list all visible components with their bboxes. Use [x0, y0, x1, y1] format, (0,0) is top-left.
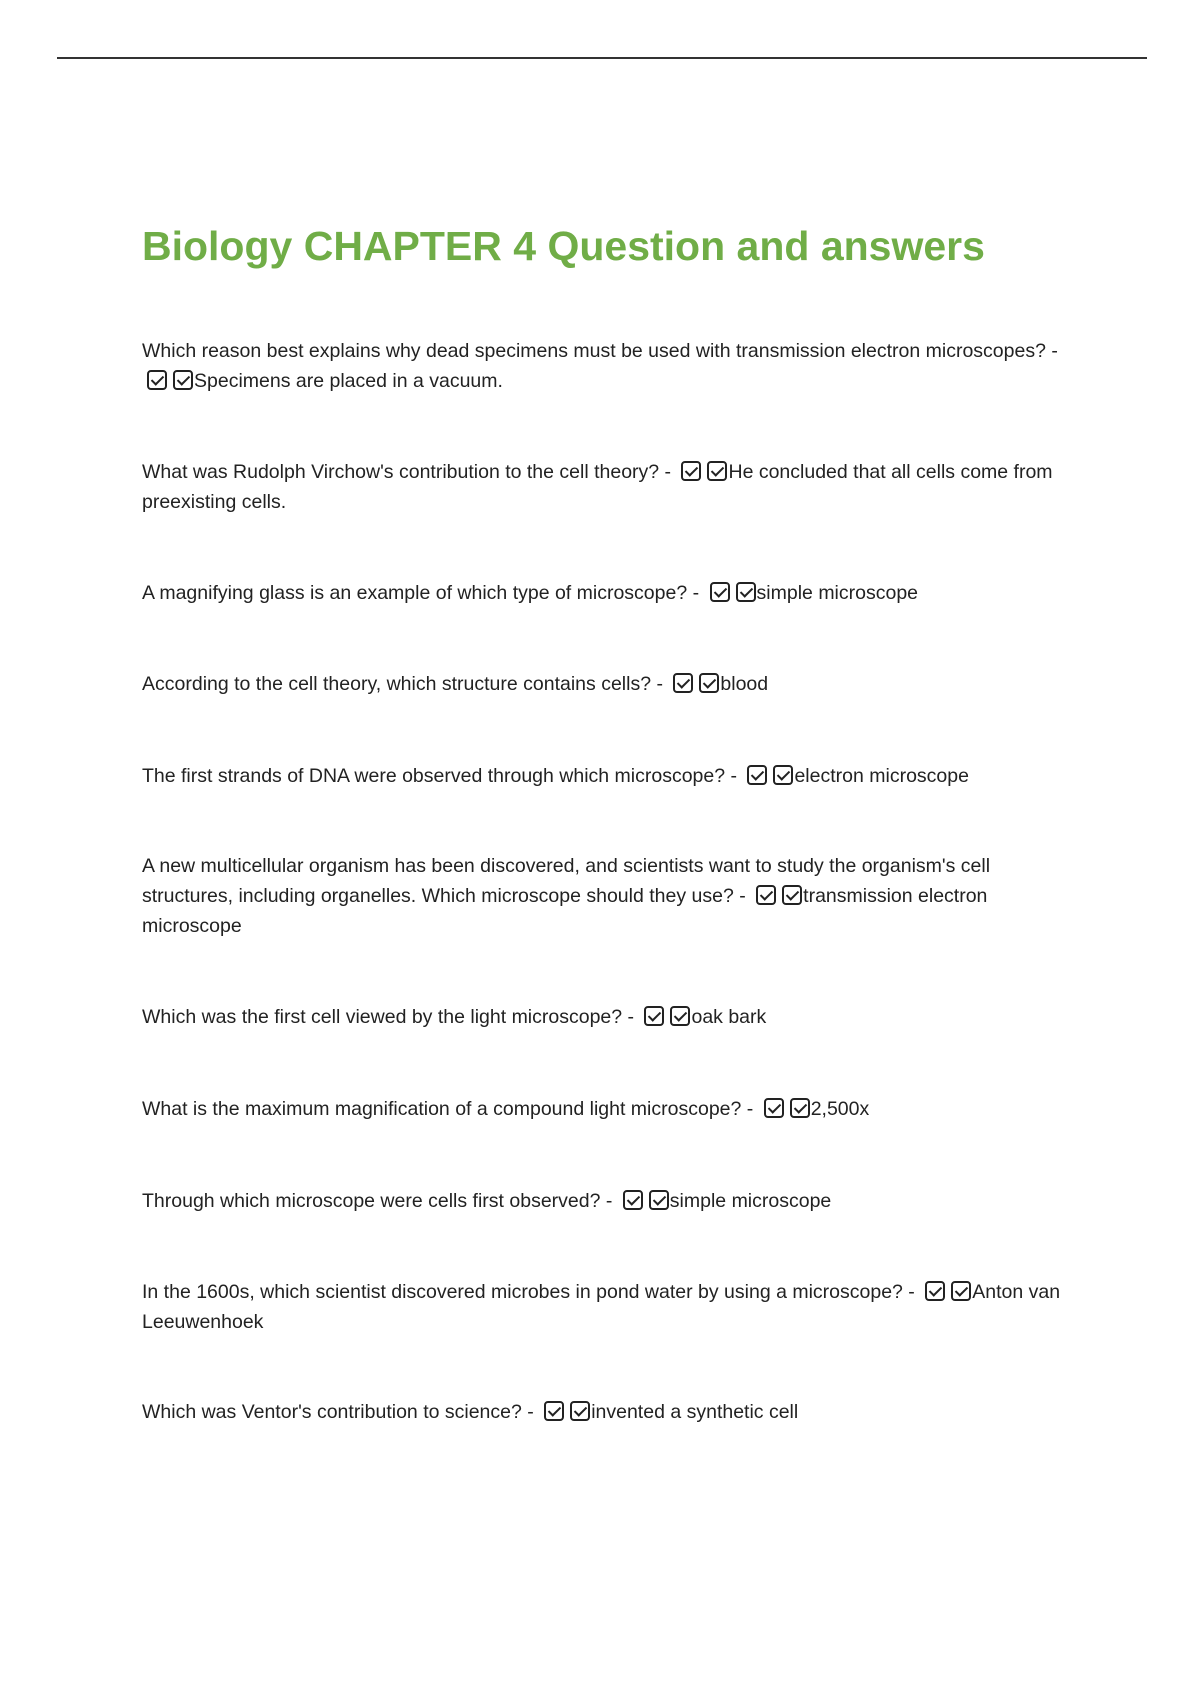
- qa-item: [142, 669, 1072, 699]
- question-text: Which was the first cell viewed by the light microscope?: [142, 1006, 623, 1028]
- separator: -: [622, 1006, 640, 1028]
- qa-item: [142, 1397, 1072, 1427]
- checkbox-checked-icon: [544, 1401, 564, 1421]
- separator: -: [1045, 340, 1058, 362]
- checkbox-checked-icon: [790, 1098, 810, 1118]
- qa-item: [142, 1094, 1072, 1124]
- question-text: A magnifying glass is an example of which type of microscope?: [142, 582, 688, 604]
- qa-item: [142, 1002, 1072, 1032]
- question-text: According to the cell theory, which structure contains cells?: [142, 673, 652, 695]
- answer-text: Specimens are placed in a vacuum.: [194, 370, 503, 392]
- qa-item: [142, 851, 1072, 941]
- checkbox-checked-icon: [570, 1401, 590, 1421]
- checkbox-checked-icon: [764, 1098, 784, 1118]
- qa-item: [142, 1277, 1072, 1337]
- checkbox-checked-icon: [756, 885, 776, 905]
- checkbox-checked-icon: [173, 370, 193, 390]
- checkbox-checked-icon: [699, 673, 719, 693]
- checkbox-checked-icon: [644, 1006, 664, 1026]
- checkbox-checked-icon: [951, 1281, 971, 1301]
- checkbox-checked-icon: [707, 461, 727, 481]
- separator: -: [659, 461, 677, 483]
- answer-text: 2,500x: [810, 1098, 870, 1120]
- answer-text: blood: [720, 673, 769, 695]
- separator: -: [902, 1281, 921, 1303]
- answer-text: oak bark: [691, 1006, 767, 1028]
- checkbox-checked-icon: [623, 1190, 643, 1210]
- checkbox-checked-icon: [773, 765, 793, 785]
- answer-text: electron microscope: [794, 765, 969, 787]
- checkbox-checked-icon: [147, 370, 167, 390]
- checkbox-checked-icon: [925, 1281, 945, 1301]
- qa-item: [142, 578, 1072, 608]
- separator: -: [687, 582, 705, 604]
- question-text: Which reason best explains why dead specimens must be used with transmission electron microscopes?: [142, 340, 1046, 362]
- qa-item: [142, 457, 1072, 517]
- checkbox-checked-icon: [736, 582, 756, 602]
- question-text: Which was Ventor's contribution to science?: [142, 1401, 522, 1423]
- checkbox-checked-icon: [649, 1190, 669, 1210]
- separator: -: [741, 1098, 759, 1120]
- separator: -: [725, 765, 743, 787]
- answer-text: Anton van Leeuwenhoek: [142, 1281, 1061, 1333]
- question-text: A new multicellular organism has been discovered, and scientists want to study the organism's cell structures, including organelles. Which microscope should they use?: [142, 855, 991, 907]
- qa-item: [142, 761, 1072, 791]
- question-text: The first strands of DNA were observed through which microscope?: [142, 765, 726, 787]
- answer-text: simple microscope: [669, 1190, 832, 1212]
- separator: -: [733, 885, 752, 907]
- question-text: What was Rudolph Virchow's contribution to the cell theory?: [142, 461, 660, 483]
- question-text: Through which microscope were cells first observed?: [142, 1190, 601, 1212]
- qa-item: [142, 1186, 1072, 1216]
- checkbox-checked-icon: [747, 765, 767, 785]
- answer-text: transmission electron microscope: [142, 885, 988, 937]
- header-rule: [57, 57, 1147, 59]
- checkbox-checked-icon: [782, 885, 802, 905]
- question-text: What is the maximum magnification of a compound light microscope?: [142, 1098, 742, 1120]
- answer-text: simple microscope: [756, 582, 919, 604]
- checkbox-checked-icon: [681, 461, 701, 481]
- answer-text: invented a synthetic cell: [591, 1401, 799, 1423]
- checkbox-checked-icon: [710, 582, 730, 602]
- question-text: In the 1600s, which scientist discovered microbes in pond water by using a microscope?: [142, 1281, 903, 1303]
- checkbox-checked-icon: [670, 1006, 690, 1026]
- separator: -: [600, 1190, 618, 1212]
- qa-item: [142, 336, 1072, 396]
- answer-text: He concluded that all cells come from preexisting cells.: [142, 461, 1053, 513]
- separator: -: [521, 1401, 540, 1423]
- checkbox-checked-icon: [673, 673, 693, 693]
- page-title: Biology CHAPTER 4 Question and answers: [142, 223, 985, 269]
- separator: -: [651, 673, 669, 695]
